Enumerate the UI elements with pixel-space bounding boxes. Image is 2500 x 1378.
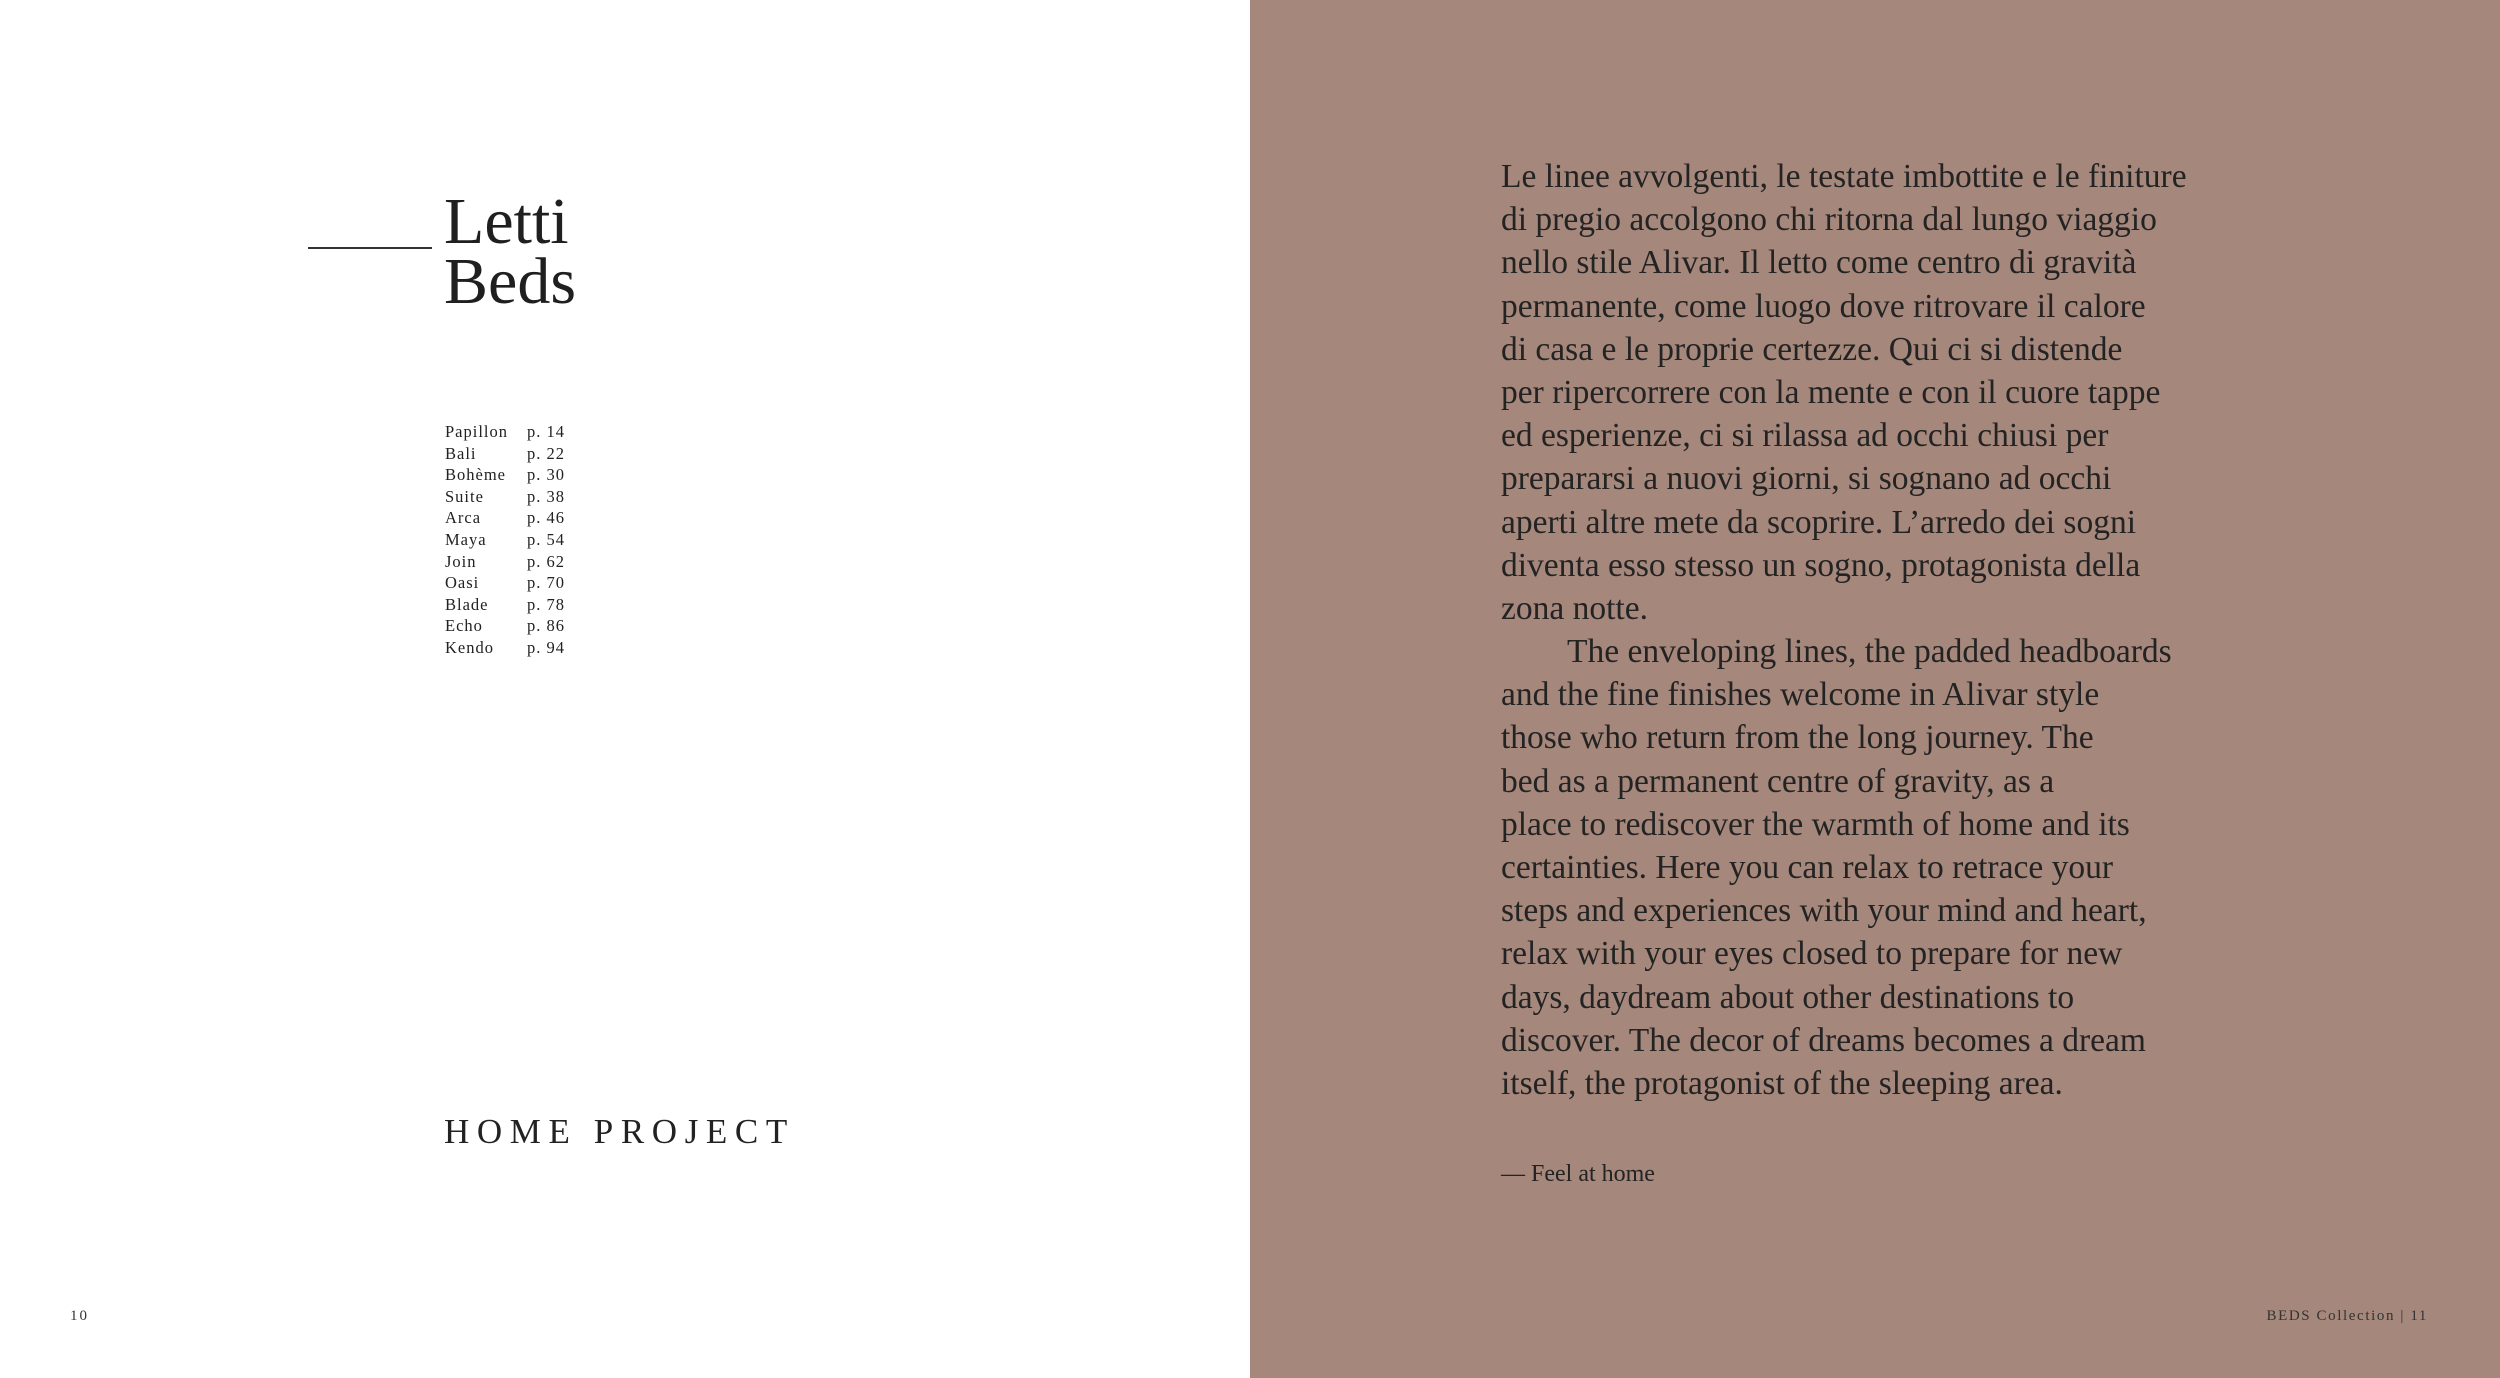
- index-item-name: Join: [445, 551, 477, 571]
- index-item: [445, 464, 565, 486]
- product-index: [445, 421, 565, 659]
- english-text-line: bed as a permanent centre of gravity, as a: [1501, 762, 2055, 800]
- italian-text-line: prepararsi a nuovi giorni, si sognano ad occhi: [1501, 460, 2112, 498]
- index-item-page: p. 22: [527, 443, 565, 463]
- english-text-line: certainties. Here you can relax to retrace your: [1501, 849, 2113, 886]
- title-english: Beds: [444, 245, 576, 318]
- index-item: [445, 615, 565, 637]
- brand-name: HOME PROJECT: [444, 1112, 795, 1151]
- english-text-line: steps and experiences with your mind and heart,: [1501, 892, 2147, 930]
- index-item-page: p. 46: [527, 508, 565, 528]
- italian-text-line: aperti altre mete da scoprire. L’arredo dei sogni: [1501, 503, 2136, 541]
- italian-text-line: zona notte.: [1501, 589, 1648, 627]
- italian-text-line: di pregio accolgono chi ritorna dal lungo viaggio: [1501, 201, 2157, 239]
- english-text-line: days, daydream about other destinations to: [1501, 978, 2075, 1016]
- index-item-page: p. 62: [527, 551, 565, 571]
- index-item-name: Maya: [445, 529, 487, 549]
- footer-collection: BEDS Collection | 11: [2266, 1308, 2428, 1324]
- index-item: [445, 443, 565, 465]
- english-text-line: those who return from the long journey. The: [1501, 719, 2094, 757]
- signoff: — Feel at home: [1501, 1161, 1655, 1187]
- index-item-name: Arca: [445, 508, 482, 528]
- index-item-page: p. 14: [527, 422, 565, 441]
- index-item-page: p. 86: [527, 616, 565, 636]
- english-text-line: place to rediscover the warmth of home and its: [1501, 805, 2130, 843]
- index-item: [445, 507, 565, 529]
- index-item-name: Kendo: [445, 637, 494, 657]
- index-item: [445, 594, 565, 616]
- italian-text-line: di casa e le proprie certezze. Qui ci si distende: [1501, 330, 2123, 368]
- index-item: [445, 421, 565, 443]
- italian-text-line: per ripercorrere con la mente e con il cuore tappe: [1501, 373, 2161, 411]
- italian-text-line: ed esperienze, ci si rilassa ad occhi chiusi per: [1501, 417, 2109, 455]
- page-title: [444, 185, 576, 318]
- index-item-name: Suite: [445, 486, 484, 506]
- index-item: [445, 486, 565, 508]
- index-item-name: Papillon: [445, 422, 509, 441]
- index-item-page: p. 70: [527, 573, 565, 593]
- english-text-line: relax with your eyes closed to prepare for new: [1501, 935, 2123, 973]
- index-item-name: Echo: [445, 616, 483, 636]
- index-item-page: p. 94: [527, 637, 565, 657]
- index-item-page: p. 78: [527, 594, 565, 614]
- index-item-name: Blade: [445, 594, 489, 614]
- index-item: [445, 529, 565, 551]
- body-text: [1501, 155, 2271, 1105]
- english-text-line: discover. The decor of dreams becomes a dream: [1501, 1021, 2146, 1059]
- index-item: [445, 637, 565, 659]
- index-item-name: Oasi: [445, 573, 480, 593]
- index-item-name: Bali: [445, 443, 477, 463]
- english-text-line: itself, the protagonist of the sleeping area.: [1501, 1064, 2063, 1102]
- italian-text-line: nello stile Alivar. Il letto come centro di gravità: [1501, 244, 2137, 282]
- page-number-left: 10: [70, 1308, 89, 1324]
- index-item-page: p. 30: [527, 465, 565, 485]
- index-item: [445, 551, 565, 573]
- english-text-line: and the fine finishes welcome in Alivar style: [1501, 676, 2100, 714]
- index-item-page: p. 54: [527, 529, 565, 549]
- italian-text-line: Le linee avvolgenti, le testate imbottite e le finiture: [1501, 158, 2187, 195]
- index-item-name: Bohème: [445, 465, 506, 485]
- italian-text-line: permanente, come luogo dove ritrovare il calore: [1501, 287, 2146, 325]
- italian-text-line: diventa esso stesso un sogno, protagonista della: [1501, 546, 2141, 584]
- title-italian: Letti: [444, 185, 569, 258]
- index-item: [445, 572, 565, 594]
- english-text-line: The enveloping lines, the padded headboards: [1567, 633, 2172, 671]
- index-item-page: p. 38: [527, 486, 565, 506]
- title-rule: [308, 247, 432, 249]
